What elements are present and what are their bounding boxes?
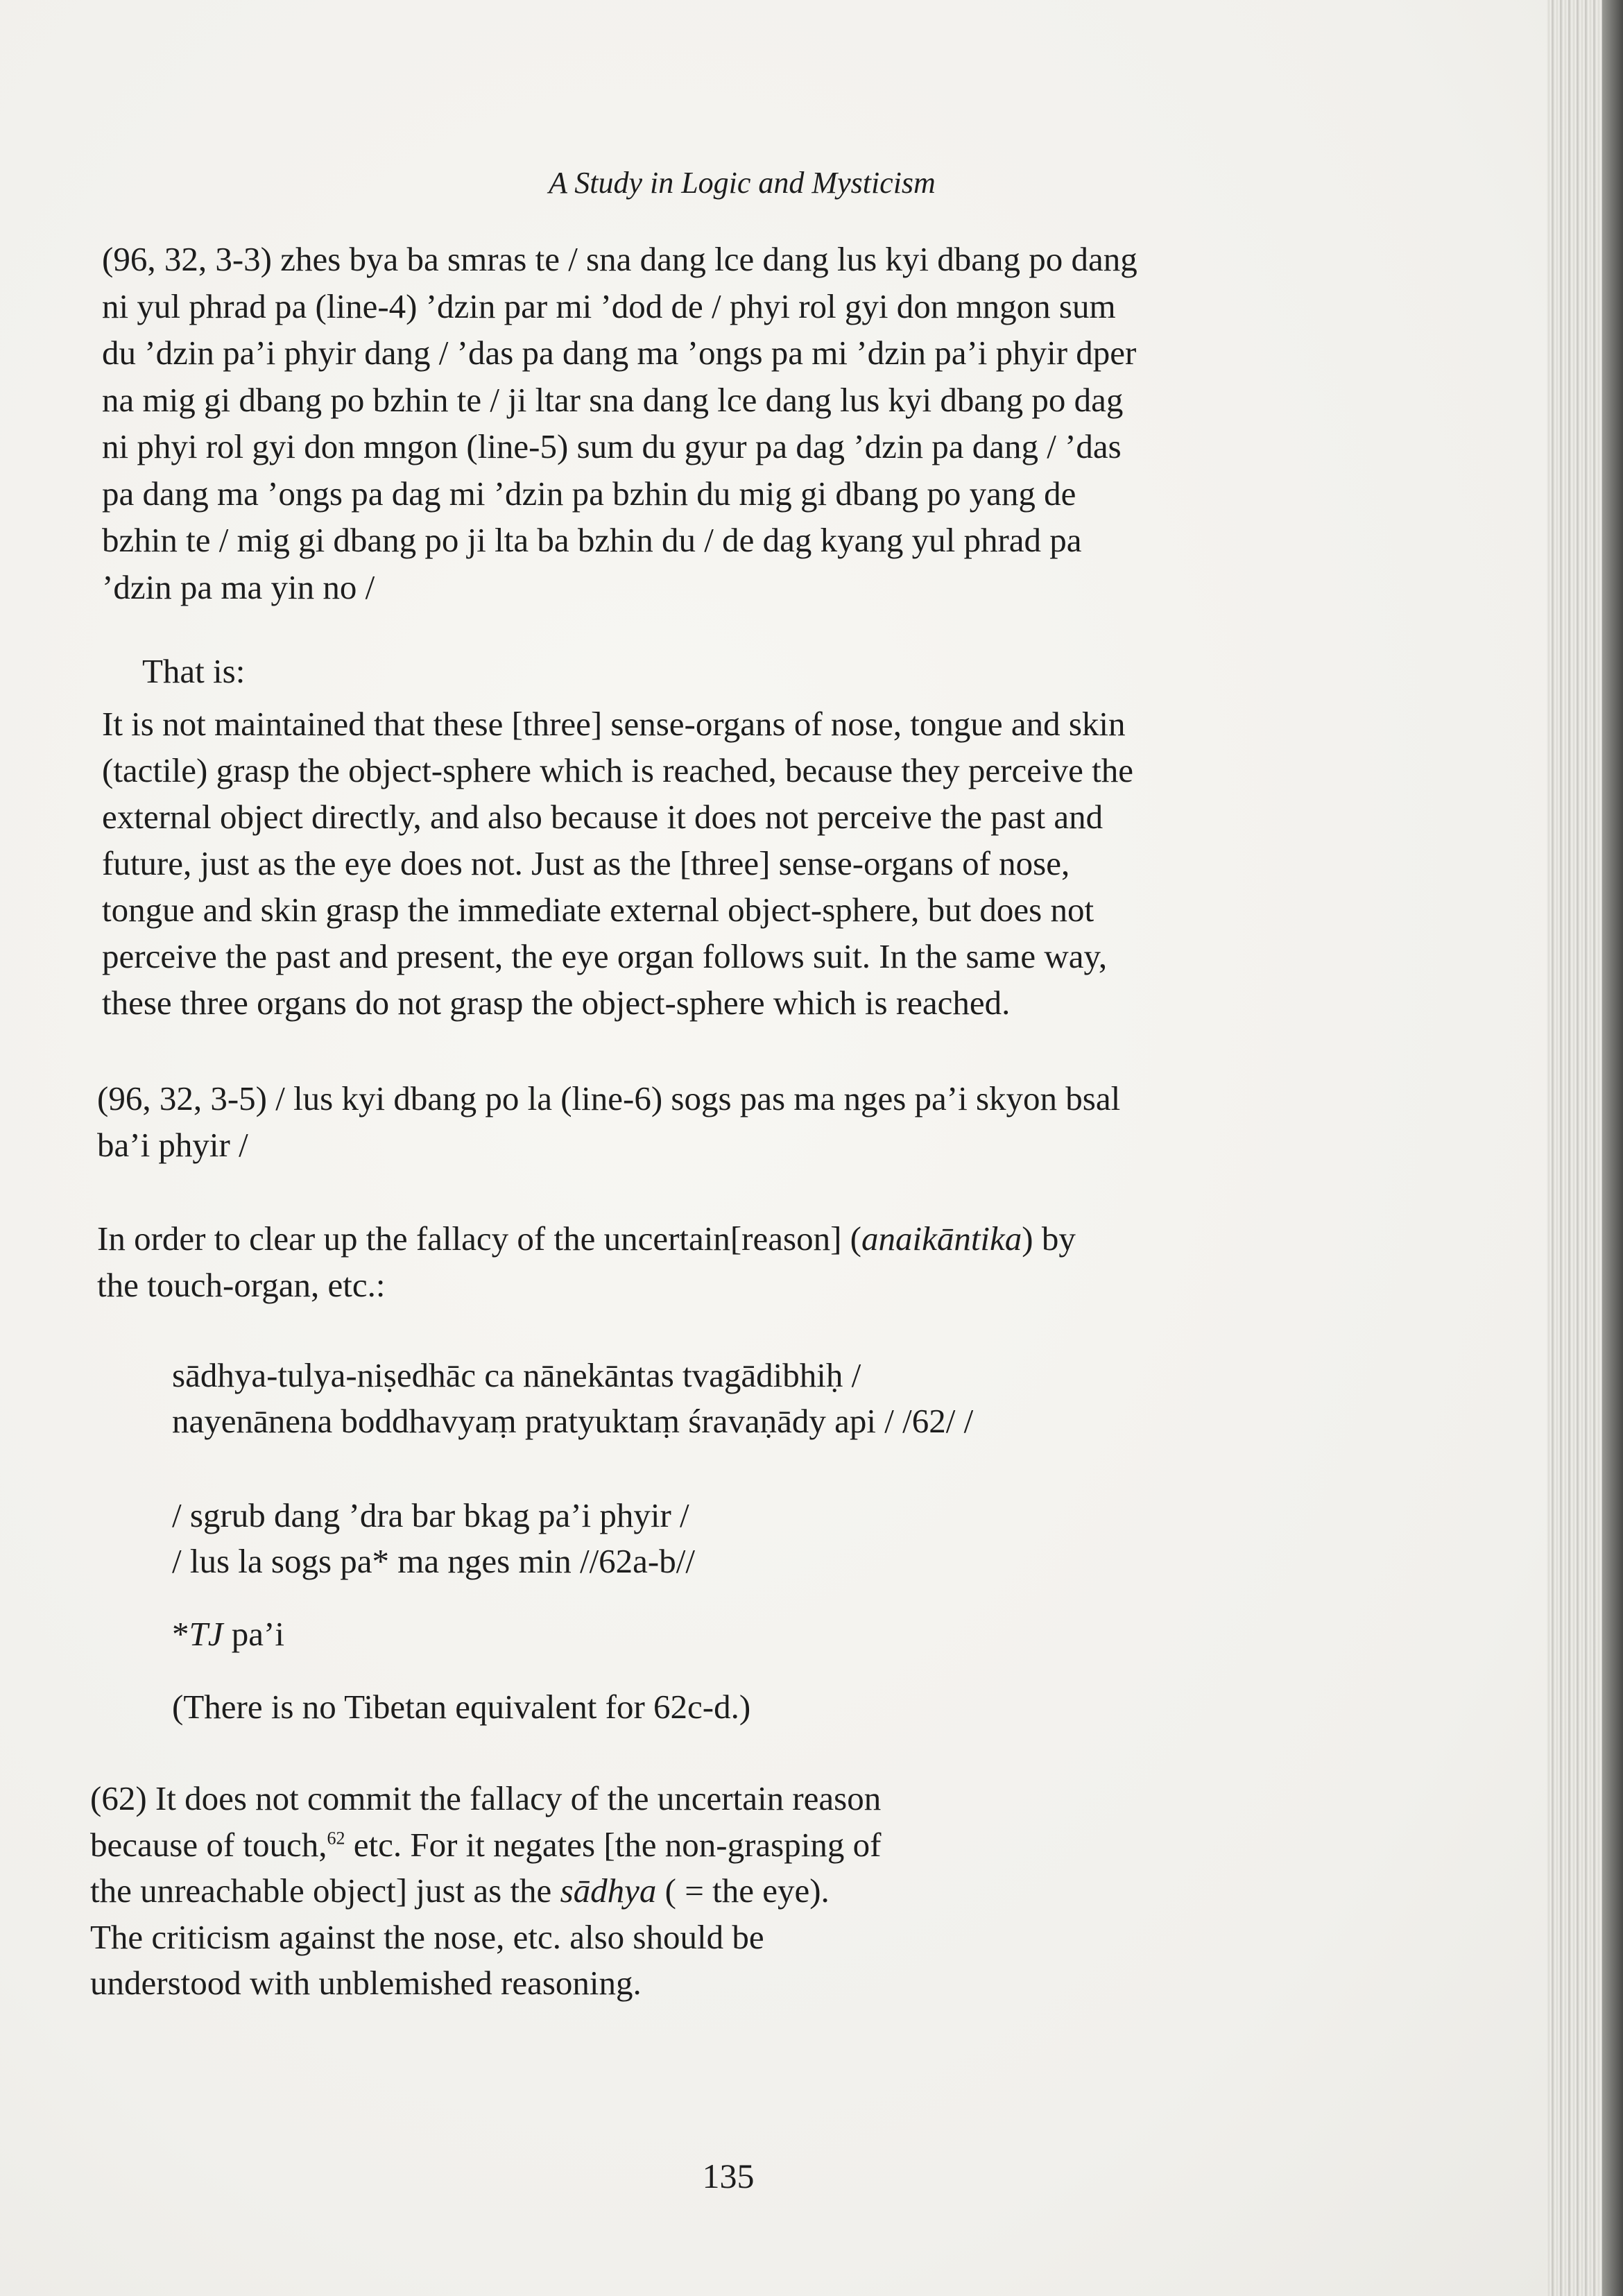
text-line: na mig gi dbang po bzhin te / ji ltar sna dang lce dang lus kyi dbang po dag (102, 380, 1124, 419)
text-line: ba’i phyir / (97, 1126, 248, 1164)
translation-passage-1 (102, 701, 1392, 1026)
text-line: (tactile) grasp the object-sphere which is reached, because they perceive the (102, 751, 1133, 789)
sanskrit-term: anaikāntika (861, 1219, 1022, 1258)
running-head: A Study in Logic and Mysticism (549, 166, 936, 200)
text-line: because of touch,$^{62}$ etc. For it negates [the non-grasping of (90, 1825, 882, 1864)
text-line: The criticism against the nose, etc. also should be (90, 1917, 764, 1956)
page-edge-dark (1602, 0, 1623, 2296)
text-line: In order to clear up the fallacy of the uncertain[reason] (anaikāntika) by (97, 1219, 1076, 1258)
text-line: It is not maintained that these [three] sense-organs of nose, tongue and skin (102, 705, 1126, 743)
sanskrit-verse (172, 1353, 1351, 1444)
text-line: du ’dzin pa’i phyir dang / ’das pa dang ma ’ongs pa mi ’dzin pa’i phyir dper (102, 334, 1137, 372)
text-line: (96, 32, 3-5) / lus kyi dbang po la (line-6) sogs pas ma nges pa’i skyon bsal (97, 1079, 1121, 1117)
text-line: ’dzin pa ma yin no / (102, 567, 375, 606)
sanskrit-term: sādhya (560, 1871, 657, 1910)
text-line: the touch-organ, etc.: (97, 1266, 386, 1304)
text-line: (62) It does not commit the fallacy of the uncertain reason (90, 1779, 882, 1817)
translation-passage-2 (97, 1215, 1401, 1308)
text-line: tongue and skin grasp the immediate external object-sphere, but does not (102, 891, 1094, 929)
text-line: the unreachable object] just as the sādhya ( = the eye). (90, 1871, 830, 1910)
page-number: 135 (702, 2157, 755, 2195)
text-line: perceive the past and present, the eye organ follows suit. In the same way, (102, 937, 1108, 975)
editorial-note: (There is no Tibetan equivalent for 62c-d.) (172, 1688, 751, 1726)
verse-line: / sgrub dang ’dra bar bkag pa’i phyir / (172, 1496, 689, 1534)
text-line: pa dang ma ’ongs pa dag mi ’dzin pa bzhin du mig gi dbang po yang de (102, 474, 1076, 513)
tibetan-passage-2 (97, 1075, 1394, 1168)
text-line: these three organs do not grasp the object-sphere which is reached. (102, 984, 1011, 1022)
text-line: understood with unblemished reasoning. (90, 1964, 642, 2002)
text-line: bzhin te / mig gi dbang po ji lta ba bzhin du / de dag kyang yul phrad pa (102, 521, 1082, 559)
footnote-ref: 62 (327, 1828, 345, 1849)
source-siglum: TJ (189, 1615, 223, 1653)
verse-line: / lus la sogs pa* ma nges min //62a-b// (172, 1542, 695, 1580)
text-line: future, just as the eye does not. Just as the [three] sense-organs of nose, (102, 844, 1070, 882)
translation-intro: That is: (142, 652, 246, 690)
tibetan-verse (172, 1493, 1351, 1584)
text-line: ni yul phrad pa (line-4) ’dzin par mi ’dod de / phyi rol gyi don mngon sum (102, 286, 1116, 325)
variant-note: *TJ pa’i (172, 1615, 284, 1653)
tibetan-passage-1 (102, 236, 1385, 610)
verse-line: sādhya-tulya-niṣedhāc ca nānekāntas tvagādibhiḥ / (172, 1356, 861, 1394)
text-line: ni phyi rol gyi don mngon (line-5) sum du gyur pa dag ’dzin pa dang / ’das (102, 427, 1122, 465)
text-line: (96, 32, 3-3) zhes bya ba smras te / sna dang lce dang lus kyi dbang po dang (102, 240, 1137, 278)
text-line: external object directly, and also because it does not perceive the past and (102, 798, 1104, 836)
translation-passage-3 (90, 1776, 1269, 2007)
verse-line: nayenānena boddhavyaṃ pratyuktaṃ śravaṇādy api / /62/ / (172, 1402, 974, 1440)
